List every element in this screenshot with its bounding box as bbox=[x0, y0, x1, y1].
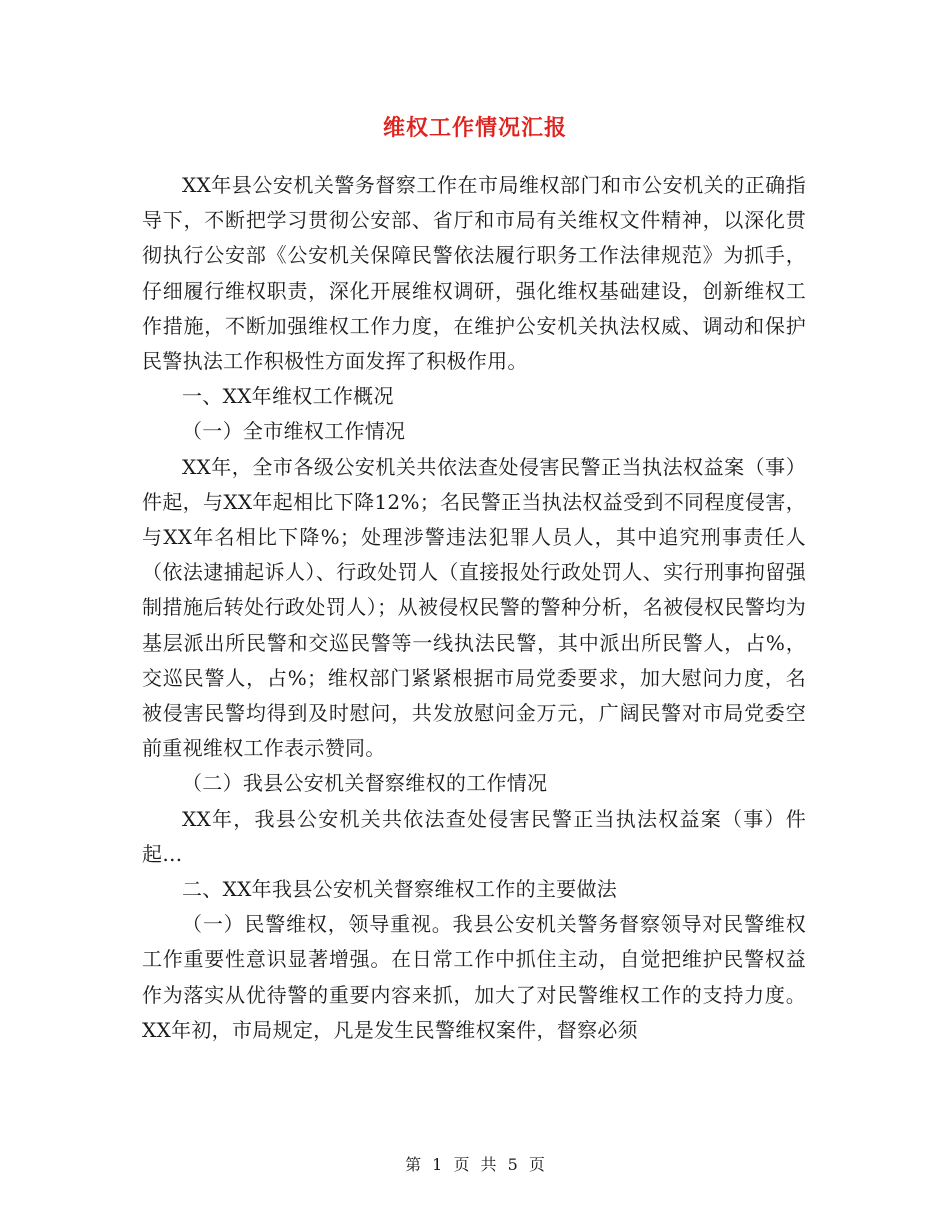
paragraph-intro: XX年县公安机关警务督察工作在市局维权部门和市公安机关的正确指导下，不断把学习贯彻公安部、省厅和市局有关维权文件精神，以深化贯彻执行公安部《公安机关保障民警依法履行职务工作法律规范》为抓手，仔细履行维权职责，深化开展维权调研，强化维权基础建设，创新维权工作措施，不断加强维权工作力度，在维护公安机关执法权威、调动和保护民警执法工作积极性方面发挥了积极作用。 bbox=[142, 173, 806, 374]
document-body bbox=[142, 168, 806, 1048]
paragraph-city-stats: XX年，全市各级公安机关共依法查处侵害民警正当执法权益案（事）件起，与XX年起相比下降12%；名民警正当执法权益受到不同程度侵害，与XX年名相比下降%；处理涉警违法犯罪人员人，其中追究刑事责任人（依法逮捕起诉人）、行政处罚人（直接报处行政处罚人、实行刑事拘留强制措施后转处行政处罚人）；从被侵权民警的警种分析，名被侵权民警均为基层派出所民警和交巡民警等一线执法民警，其中派出所民警人，占%，交巡民警人，占%；维权部门紧紧根据市局党委要求，加大慰问力度，名被侵害民警均得到及时慰问，共发放慰问金万元，广阔民警对市局党委空前重视维权工作表示赞同。 bbox=[142, 454, 806, 761]
subsection-heading-city: （一）全市维权工作情况 bbox=[182, 419, 406, 444]
section-heading-methods: 二、XX年我县公安机关督察维权工作的主要做法 bbox=[182, 877, 618, 902]
document-title: 维权工作情况汇报 bbox=[382, 115, 567, 141]
page-number-footer: 第 1 页 共 5 页 bbox=[405, 1155, 545, 1174]
section-heading-overview: 一、XX年维权工作概况 bbox=[182, 384, 394, 409]
subsection-heading-county: （二）我县公安机关督察维权的工作情况 bbox=[182, 771, 548, 796]
paragraph-leadership: （一）民警维权，领导重视。我县公安机关警务督察领导对民警维权工作重要性意识显著增强。在日常工作中抓住主动，自觉把维护民警权益作为落实从优待警的重要内容来抓，加大了对民警维权工作的支持力度。XX年初，市局规定，凡是发生民警维权案件，督察必须 bbox=[142, 912, 806, 1042]
paragraph-county-stats: XX年，我县公安机关共依法查处侵害民警正当执法权益案（事）件起… bbox=[142, 806, 806, 866]
